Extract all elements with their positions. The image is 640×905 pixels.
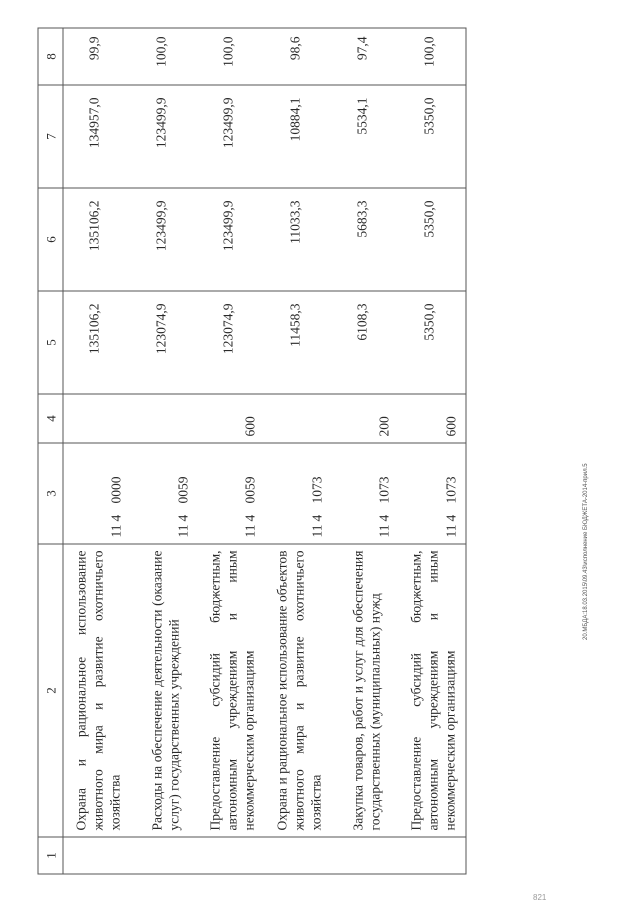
header-col-1: 1 [38,837,63,874]
planned-amount: 123499,9 [153,200,168,252]
subsection-code: 4 [108,514,123,522]
row-name: Охрана и рациональное использование животного мира и развитие охотничьего хозяйства [73,550,122,831]
rotated-table-sheet [37,37,592,875]
row-col6-cell [197,188,264,291]
planned-amount: 123499,9 [220,200,235,252]
row-name: Предоставление субсидий бюджетным, автономным учреждениям и иным некоммерческим организациям [408,550,457,831]
row-col7-cell [264,85,331,188]
approved-amount: 5350,0 [421,303,436,341]
row-name-cell [197,544,264,837]
expense-type-code [191,395,197,443]
execution-percent: 99,9 [86,36,101,61]
execution-percent: 98,6 [287,36,302,61]
approved-amount: 123074,9 [153,303,168,355]
execution-percent: 100,0 [153,36,168,67]
executed-amount: 123499,9 [220,97,235,149]
row-col7-cell [63,85,131,188]
row-col5-cell [197,291,264,394]
row-name-cell [264,544,331,837]
subsection-code: 4 [175,514,190,522]
row-col7-cell [197,85,264,188]
expense-type-code [124,395,130,443]
planned-amount: 5350,0 [421,200,436,238]
row-col6-cell [63,188,131,291]
table-header-row [38,28,63,874]
row-col5-cell [264,291,331,394]
row-number-cell [398,837,466,874]
header-col-7: 7 [38,85,63,188]
row-codes-cell [398,443,466,544]
row-expense-type-cell [264,394,331,443]
section-code: 11 [376,524,391,538]
execution-percent: 100,0 [220,36,235,67]
row-col6-cell [264,188,331,291]
row-number-cell [331,837,398,874]
row-col8-cell [398,28,466,85]
row-name-cell [398,544,466,837]
subsection-code: 4 [309,514,324,522]
target-code: 1073 [376,476,391,504]
row-col6-cell [331,188,398,291]
row-expense-type-cell [63,394,131,443]
table-row [63,28,131,874]
section-code: 11 [309,524,324,538]
row-expense-type-cell [130,394,197,443]
table-row [331,28,398,874]
target-code: 1073 [309,476,324,504]
row-col8-cell [331,28,398,85]
header-col-4: 4 [38,394,63,443]
row-number-cell [197,837,264,874]
document-footer: 20.МБДА:18.03.2015\09.43\исполнение БЮДЖЕТА-2014-прил.5 [583,463,589,640]
section-code: 11 [443,524,458,538]
row-codes-cell [63,443,131,544]
planned-amount: 11033,3 [287,200,302,244]
row-col5-cell [63,291,131,394]
subsection-code: 4 [242,514,257,522]
row-name-cell [331,544,398,837]
header-col-6: 6 [38,188,63,291]
executed-amount: 123499,9 [153,97,168,149]
row-col6-cell [130,188,197,291]
row-col5-cell [331,291,398,394]
row-col8-cell [264,28,331,85]
row-name-cell [130,544,197,837]
budget-execution-table [37,28,466,875]
expense-type-code: 200 [376,416,391,437]
section-code: 11 [242,524,257,538]
execution-percent: 97,4 [354,36,369,61]
subsection-code: 4 [376,514,391,522]
row-col7-cell [331,85,398,188]
approved-amount: 6108,3 [354,303,369,341]
planned-amount: 5683,3 [354,200,369,238]
row-name: Закупка товаров, работ и услуг для обеспечения государственных (муниципальных) нужд [349,550,382,831]
row-name-cell [63,544,131,837]
executed-amount: 10884,1 [287,97,302,142]
row-name: Охрана и рациональное использование объектов животного мира и развитие охотничьего хозяйства [274,550,323,831]
row-expense-type-cell [331,394,398,443]
table-row [398,28,466,874]
executed-amount: 134957,0 [86,97,101,149]
row-col5-cell [398,291,466,394]
row-number-cell [130,837,197,874]
section-code: 11 [175,524,190,538]
executed-amount: 5534,1 [354,97,369,135]
target-code: 0059 [175,476,190,504]
header-col-8: 8 [38,28,63,85]
target-code: 0059 [242,476,257,504]
table-row [130,28,197,874]
row-col7-cell [398,85,466,188]
row-col6-cell [398,188,466,291]
expense-type-code: 600 [242,416,257,437]
row-col8-cell [63,28,131,85]
approved-amount: 135106,2 [86,303,101,355]
subsection-code: 4 [443,514,458,522]
row-codes-cell [264,443,331,544]
executed-amount: 5350,0 [421,97,436,135]
target-code: 1073 [443,476,458,504]
header-col-2: 2 [38,544,63,837]
table-row [197,28,264,874]
row-expense-type-cell [398,394,466,443]
table-row [264,28,331,874]
expense-type-code: 600 [443,416,458,437]
row-name: Расходы на обеспечение деятельности (оказание услуг) государственных учреждений [148,550,181,831]
approved-amount: 11458,3 [287,303,302,347]
row-col8-cell [130,28,197,85]
expense-type-code [325,395,331,443]
section-code: 11 [108,524,123,538]
header-col-3: 3 [38,443,63,544]
target-code: 0000 [108,476,123,504]
row-name: Предоставление субсидий бюджетным, автономным учреждениям и иным некоммерческим организациям [207,550,256,831]
row-number-cell [264,837,331,874]
row-col5-cell [130,291,197,394]
approved-amount: 123074,9 [220,303,235,355]
row-number-cell [63,837,131,874]
row-codes-cell [331,443,398,544]
planned-amount: 135106,2 [86,200,101,252]
row-col8-cell [197,28,264,85]
row-col7-cell [130,85,197,188]
row-codes-cell [197,443,264,544]
row-codes-cell [130,443,197,544]
header-col-5: 5 [38,291,63,394]
row-expense-type-cell [197,394,264,443]
page-number: 821 [533,893,547,902]
execution-percent: 100,0 [421,36,436,67]
